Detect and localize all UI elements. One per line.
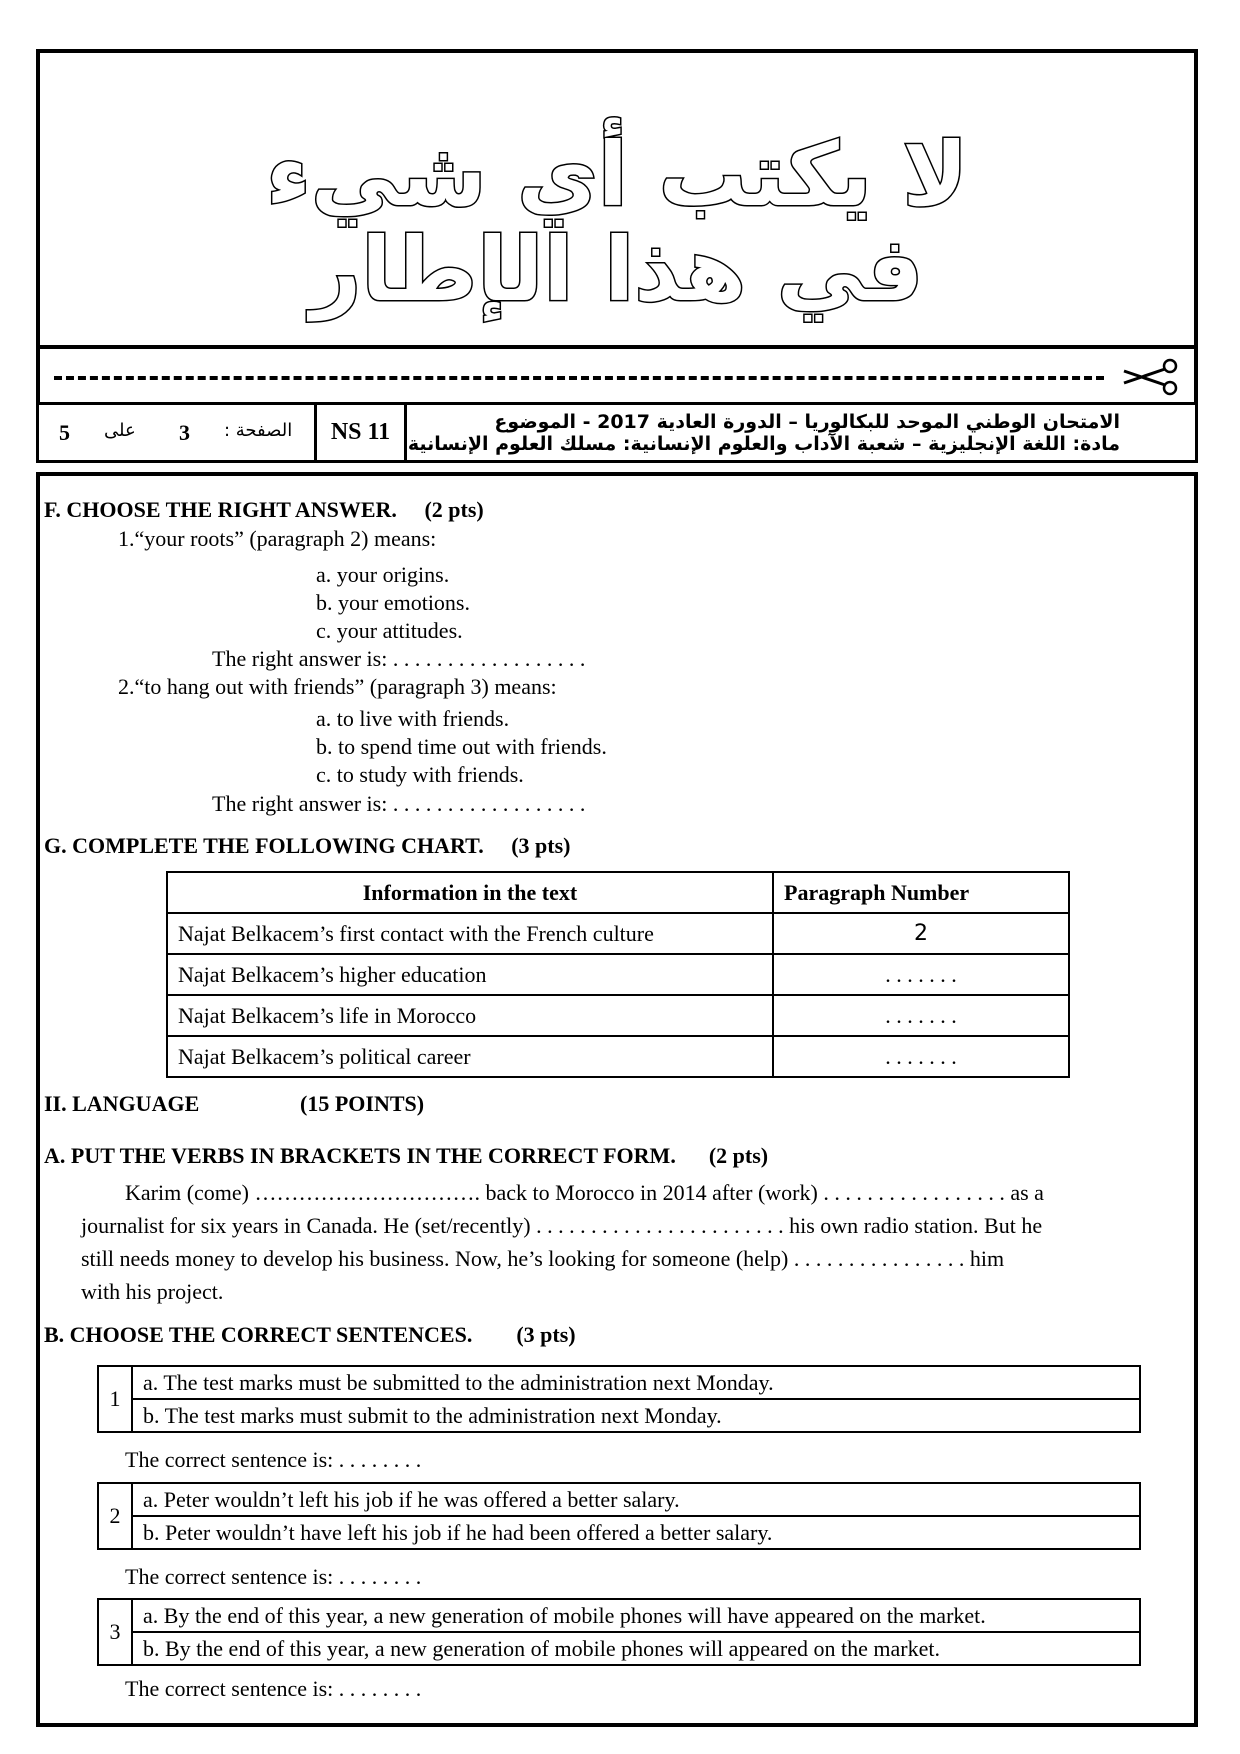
- table-row: [98, 1399, 1140, 1432]
- sentence-option-b: b. The test marks must submit to the administration next Monday.: [132, 1399, 1140, 1432]
- table-row: [98, 1599, 1140, 1632]
- cut-line-band: [36, 349, 1198, 405]
- chart-table: [166, 871, 1070, 1078]
- section-b-title: B. CHOOSE THE CORRECT SENTENCES. (3 pts): [44, 1322, 576, 1347]
- verbs-line-1[interactable]: Karim (come) …………………………. back to Morocco in 2014 after (work) . . . . . . . . . . . . . . . . . as a: [125, 1180, 1044, 1205]
- language-heading: II. LANGUAGE: [44, 1091, 200, 1116]
- q1-option-a: a. your origins.: [316, 562, 450, 587]
- section-a-title: A. PUT THE VERBS IN BRACKETS IN THE CORRECT FORM. (2 pts): [44, 1143, 769, 1168]
- q1-option-b: b. your emotions.: [316, 590, 470, 615]
- sentence-option-a: a. By the end of this year, a new generation of mobile phones will have appeared on the market.: [132, 1599, 1140, 1632]
- verbs-line-2[interactable]: journalist for six years in Canada. He (set/recently) . . . . . . . . . . . . . . . . . . . . . . . his own radio station. But he: [81, 1213, 1043, 1238]
- table-row: [167, 954, 1069, 995]
- do-not-write-frame: [36, 49, 1198, 349]
- verbs-line-4: with his project.: [81, 1279, 224, 1304]
- warning-line-2: في هذا الإطار: [310, 218, 924, 321]
- q2-answer-line[interactable]: The right answer is: . . . . . . . . . . . . . . . . . .: [212, 791, 586, 816]
- page-indicator: [39, 405, 317, 460]
- language-points: (15 POINTS): [300, 1091, 425, 1116]
- q2-option-c: c. to study with friends.: [316, 762, 524, 787]
- warning-line-1: لا يكتب أي شيء: [265, 123, 969, 226]
- scissors-icon: [1120, 357, 1180, 397]
- chart-paragraph-cell[interactable]: . . . . . . .: [773, 1036, 1069, 1077]
- chart-paragraph-cell[interactable]: . . . . . . .: [773, 954, 1069, 995]
- table-row: [167, 913, 1069, 954]
- sentence-table-2: [97, 1482, 1141, 1550]
- table-row: [167, 1036, 1069, 1077]
- sentence-option-a: a. Peter wouldn’t left his job if he was offered a better salary.: [132, 1483, 1140, 1516]
- q2-option-a: a. to live with friends.: [316, 706, 510, 731]
- table-row: [98, 1632, 1140, 1665]
- exam-code: NS 11: [317, 405, 407, 460]
- sentence-table-1: [97, 1365, 1141, 1433]
- chart-header-paragraph: Paragraph Number: [773, 872, 1069, 913]
- sentence-table-3: [97, 1598, 1141, 1666]
- chart-info-cell: Najat Belkacem’s higher education: [167, 954, 773, 995]
- exam-title-line-2: مادة: اللغة الإنجليزية – شعبة الآداب والعلوم الإنسانية: مسلك العلوم الإنسانية: [407, 433, 1120, 455]
- chart-paragraph-cell[interactable]: . . . . . . .: [773, 995, 1069, 1036]
- sentence-option-a: a. The test marks must be submitted to the administration next Monday.: [132, 1366, 1140, 1399]
- sentence-number: 1: [98, 1366, 132, 1432]
- question-2: 2.“to hang out with friends” (paragraph 3) means:: [118, 674, 557, 699]
- chart-header-info: Information in the text: [167, 872, 773, 913]
- chart-paragraph-cell[interactable]: 2: [773, 913, 1069, 954]
- exam-header-bar: [36, 405, 1198, 463]
- exam-title-line-1: الامتحان الوطني الموحد للبكالوريا – الدورة العادية 2017 - الموضوع: [494, 411, 1120, 433]
- sentence-number: 2: [98, 1483, 132, 1549]
- chart-info-cell: Najat Belkacem’s life in Morocco: [167, 995, 773, 1036]
- sentence-2-answer[interactable]: The correct sentence is: . . . . . . . .: [125, 1564, 422, 1589]
- section-g-title: G. COMPLETE THE FOLLOWING CHART. (3 pts): [44, 833, 571, 858]
- chart-info-cell: Najat Belkacem’s political career: [167, 1036, 773, 1077]
- table-row: [167, 995, 1069, 1036]
- page-of: على: [104, 420, 136, 441]
- exam-title: [408, 411, 1120, 455]
- sentence-1-answer[interactable]: The correct sentence is: . . . . . . . .: [125, 1447, 422, 1472]
- page-label: الصفحة :: [224, 420, 293, 441]
- section-f-title: F. CHOOSE THE RIGHT ANSWER. (2 pts): [44, 497, 484, 522]
- page-total: 5: [59, 420, 70, 445]
- table-row: [98, 1366, 1140, 1399]
- q1-option-c: c. your attitudes.: [316, 618, 463, 643]
- sentence-option-b: b. Peter wouldn’t have left his job if he had been offered a better salary.: [132, 1516, 1140, 1549]
- table-row: [98, 1483, 1140, 1516]
- page-number: 3: [179, 420, 190, 445]
- q1-answer-line[interactable]: The right answer is: . . . . . . . . . . . . . . . . . .: [212, 646, 586, 671]
- sentence-3-answer[interactable]: The correct sentence is: . . . . . . . .: [125, 1676, 422, 1701]
- question-1: 1.“your roots” (paragraph 2) means:: [118, 526, 437, 551]
- q2-option-b: b. to spend time out with friends.: [316, 734, 607, 759]
- chart-info-cell: Najat Belkacem’s first contact with the French culture: [167, 913, 773, 954]
- dashed-cut-line: [54, 376, 1104, 380]
- table-row: [98, 1516, 1140, 1549]
- chart-header-row: [167, 872, 1069, 913]
- verbs-line-3[interactable]: still needs money to develop his business. Now, he’s looking for someone (help) . . . . . . . . . . . . . . . . him: [81, 1246, 1005, 1271]
- sentence-number: 3: [98, 1599, 132, 1665]
- sentence-option-b: b. By the end of this year, a new generation of mobile phones will appeared on the market.: [132, 1632, 1140, 1665]
